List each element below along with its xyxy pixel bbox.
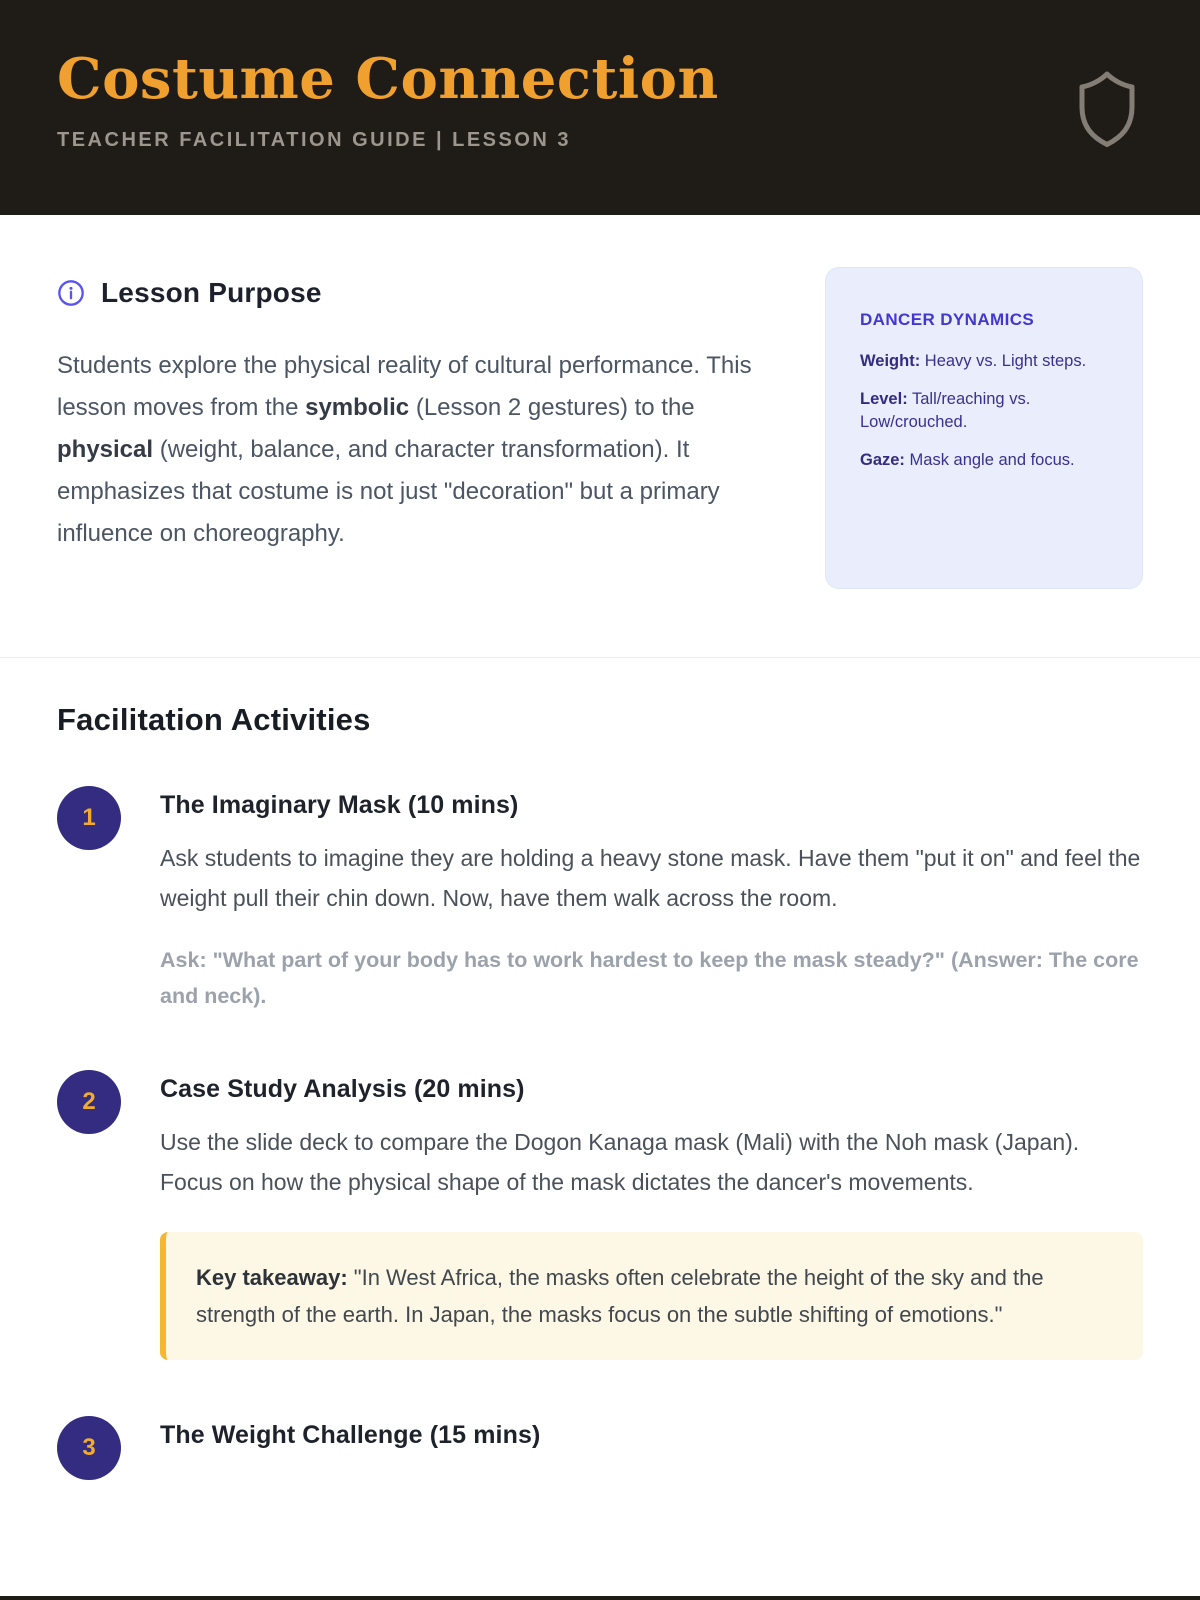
dynamics-item-weight — [860, 350, 1108, 373]
page-header — [0, 0, 1200, 215]
activity-body: Use the slide deck to compare the Dogon Kanaga mask (Mali) with the Noh mask (Japan). Focus on how the physical shape of the mask dictates the dancer's movements. — [160, 1129, 1080, 1195]
shield-icon — [1076, 70, 1138, 148]
lesson-purpose-paragraph — [57, 345, 762, 555]
dynamics-text: Tall/reaching vs. Low/crouched. — [860, 390, 1031, 431]
purpose-bold-symbolic: symbolic — [305, 394, 410, 421]
key-takeaway-callout — [160, 1232, 1143, 1360]
dynamics-text: Mask angle and focus. — [904, 451, 1075, 469]
dancer-dynamics-title: DANCER DYNAMICS — [860, 310, 1035, 329]
purpose-text-part: (weight, balance, and character transformation). It emphasizes that costume is not just "decoration" but a primary influence on choreography. — [57, 436, 720, 547]
info-circle-icon — [57, 279, 85, 307]
activity-number-badge: 1 — [57, 786, 121, 850]
activity-title: The Weight Challenge (15 mins) — [160, 1421, 541, 1449]
activity-number-badge: 3 — [57, 1416, 121, 1480]
dynamics-item-gaze — [860, 449, 1108, 472]
activity-body: Ask students to imagine they are holding a heavy stone mask. Have them "put it on" and feel the weight pull their chin down. Now, have them walk across the room. — [160, 845, 1141, 911]
dynamics-label: Level: — [860, 390, 908, 408]
activity-title: Case Study Analysis (20 mins) — [160, 1075, 525, 1103]
lesson-purpose-heading-row — [57, 277, 762, 309]
purpose-bold-physical: physical — [57, 436, 154, 463]
callout-label: Key takeaway: — [196, 1265, 348, 1290]
activity-item-3 — [57, 1416, 1143, 1480]
facilitation-activities-section — [0, 658, 1200, 1480]
dynamics-label: Weight: — [860, 352, 921, 370]
purpose-text-part: Students explore the physical reality of cultural performance. This lesson moves from the — [57, 352, 752, 421]
lesson-purpose-section — [0, 215, 1200, 658]
dynamics-text: Heavy vs. Light steps. — [920, 352, 1087, 370]
page-bottom-strip — [0, 1596, 1200, 1600]
activity-list — [57, 786, 1143, 1480]
activity-item-2 — [57, 1070, 1143, 1360]
document-title: Costume Connection — [57, 46, 719, 112]
dynamics-label: Gaze: — [860, 451, 905, 469]
activity-number-badge: 2 — [57, 1070, 121, 1134]
activity-ask-note: Ask: "What part of your body has to work hardest to keep the mask steady?" (Answer: The core and neck). — [160, 948, 1139, 1008]
purpose-text-part: (Lesson 2 gestures) to the — [409, 394, 695, 421]
lesson-purpose-title: Lesson Purpose — [101, 277, 322, 308]
dancer-dynamics-card — [825, 267, 1143, 589]
dynamics-item-level — [860, 388, 1108, 434]
callout-text: "In West Africa, the masks often celebrate the height of the sky and the strength of the earth. In Japan, the masks focus on the subtle shifting of emotions." — [196, 1265, 1044, 1327]
document-subtitle: TEACHER FACILITATION GUIDE | LESSON 3 — [57, 128, 572, 151]
activity-item-1 — [57, 786, 1143, 1014]
activities-heading: Facilitation Activities — [57, 702, 371, 737]
activity-title: The Imaginary Mask (10 mins) — [160, 791, 519, 819]
